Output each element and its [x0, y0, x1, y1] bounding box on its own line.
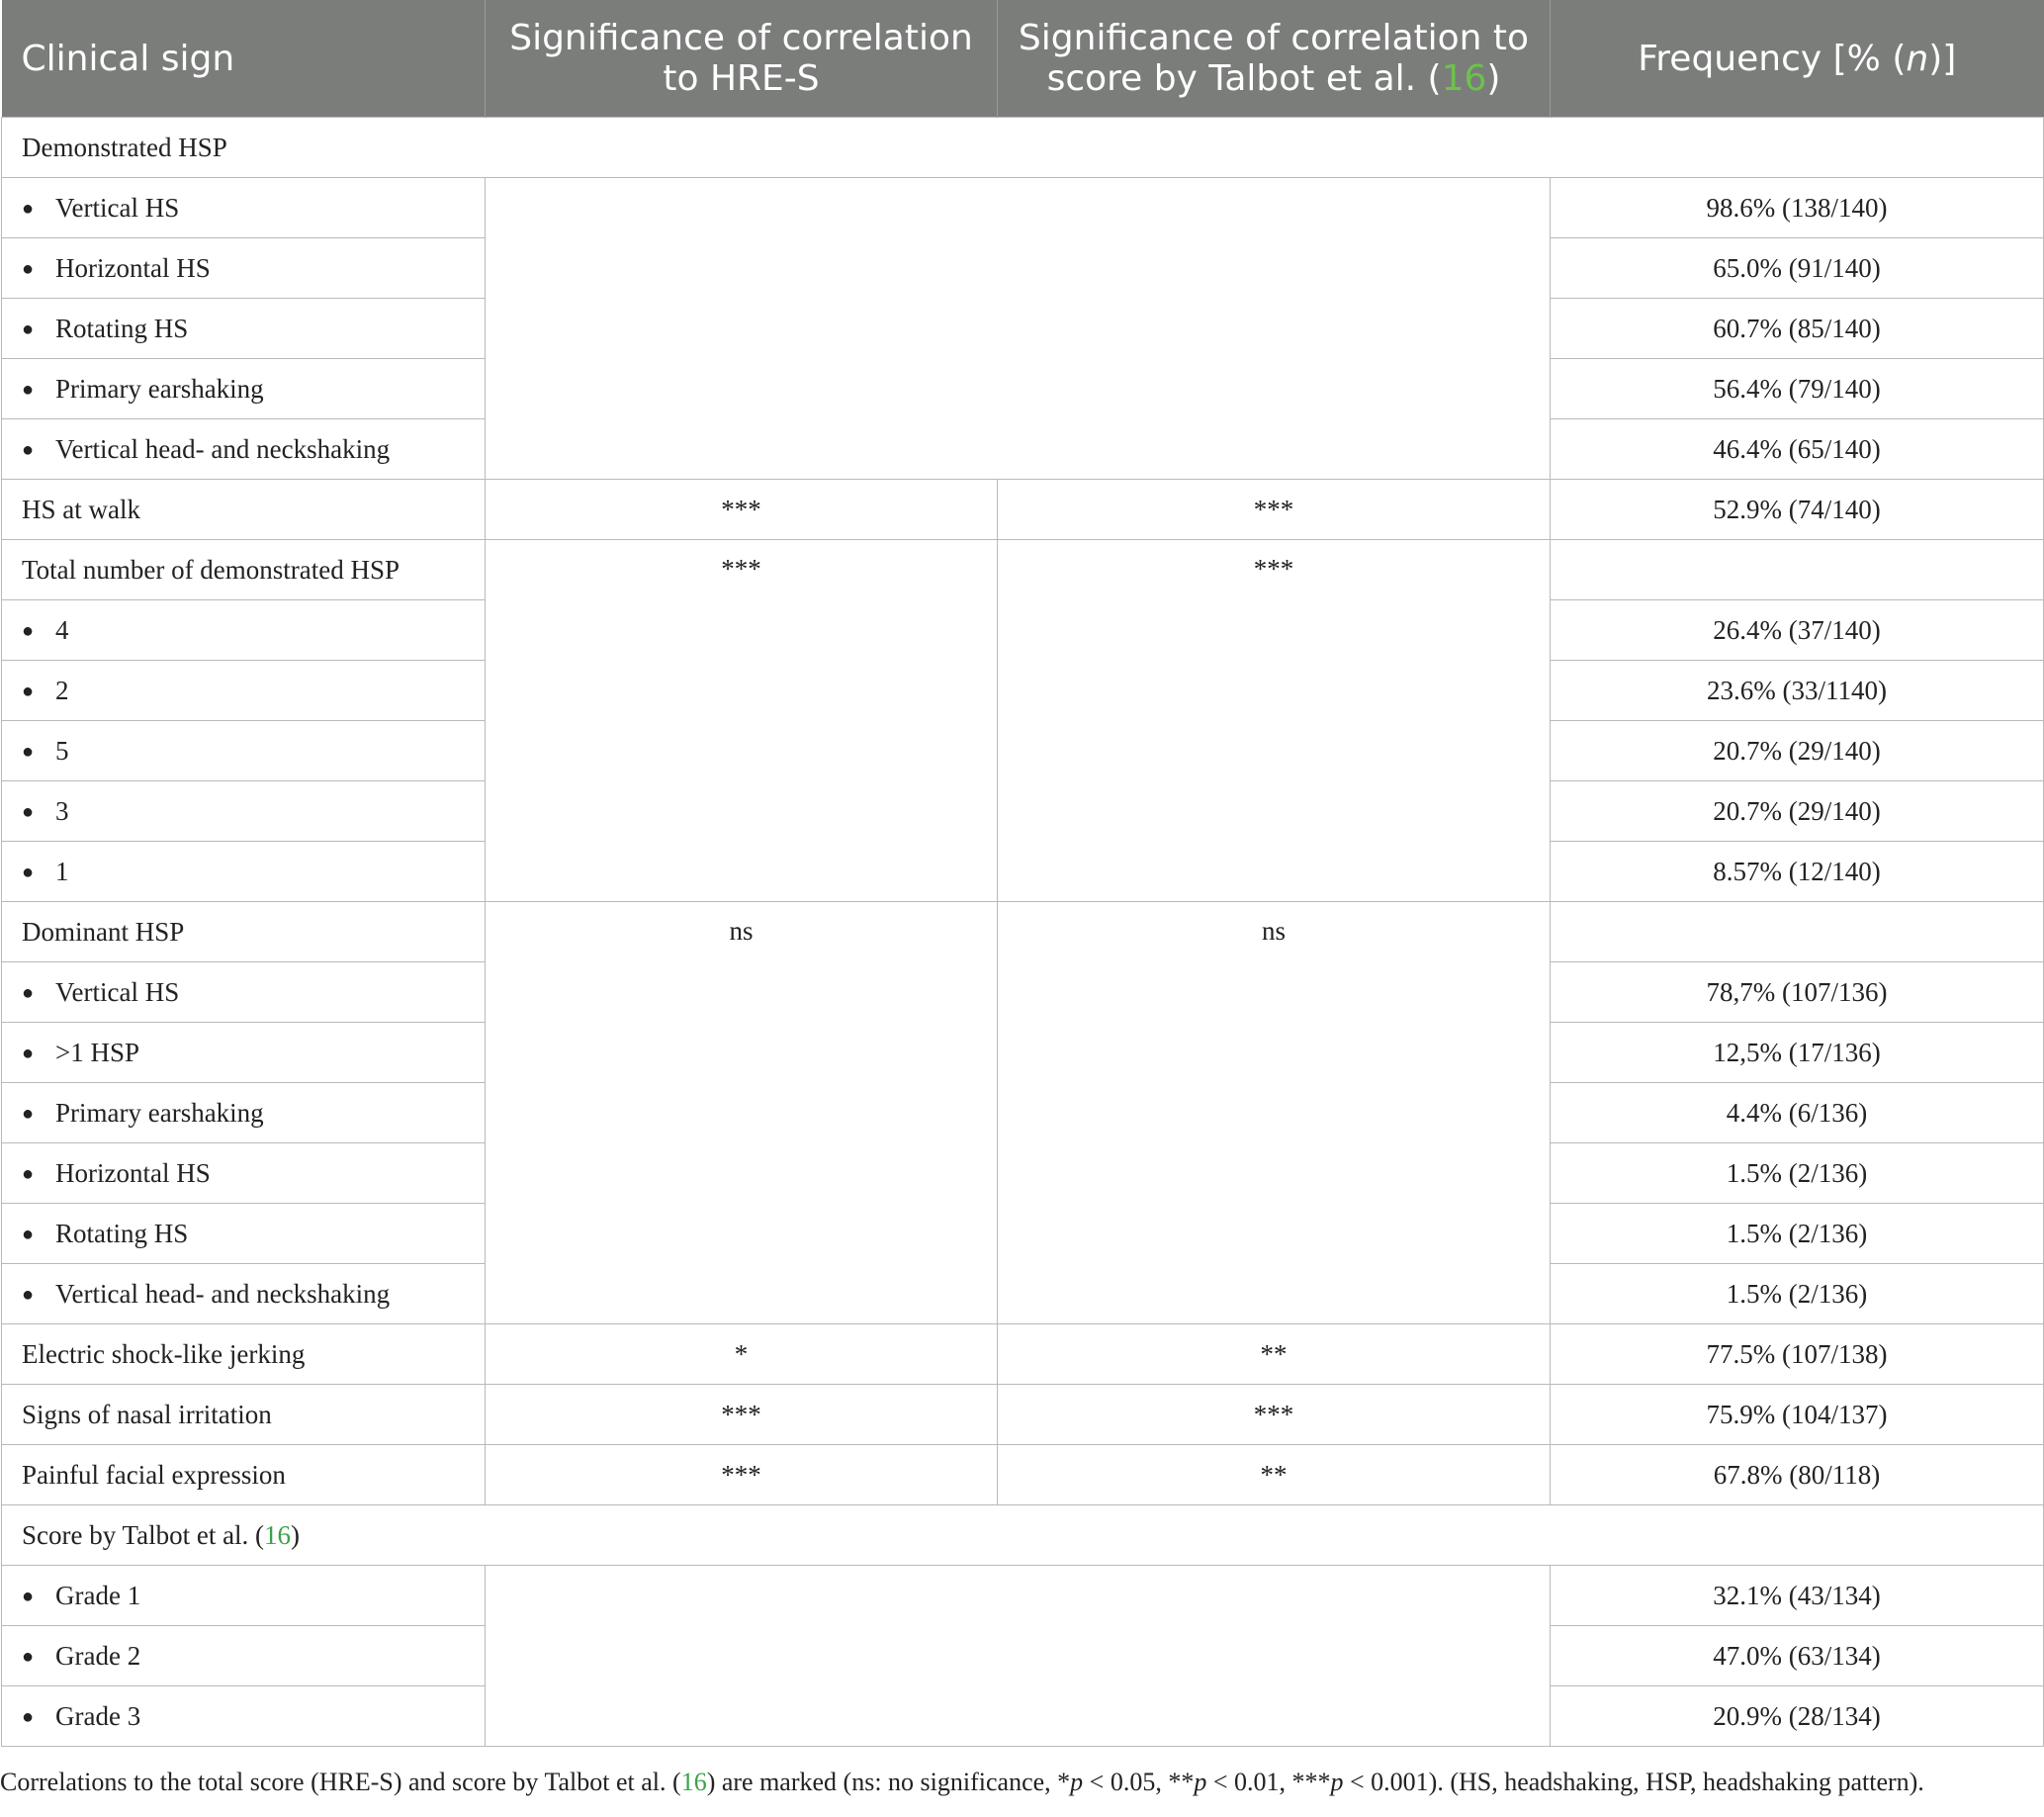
significance-talbot: ***: [998, 480, 1551, 540]
row-label-text: 2: [55, 675, 69, 705]
row-label-text: Vertical HS: [55, 192, 180, 223]
header-frequency-pre: Frequency [% (: [1638, 38, 1907, 79]
table-body: [2, 118, 2044, 1747]
significance-talbot: **: [998, 1324, 1551, 1385]
footnote-p: p: [1070, 1768, 1084, 1796]
bullet-icon: ●: [22, 1162, 35, 1185]
row-label-text: 1: [55, 856, 69, 886]
header-talbot-line2: score by Talbot et al. (: [1046, 58, 1442, 99]
section-label-score-talbot-end: ): [291, 1519, 301, 1550]
row-label-text: Grade 3: [55, 1700, 141, 1731]
row-label-text: 5: [55, 735, 69, 766]
frequency-cell: 23.6% (33/1140): [1551, 661, 2044, 721]
frequency-cell: 4.4% (6/136): [1551, 1083, 2044, 1143]
header-hre-s: [486, 0, 998, 118]
header-talbot: [998, 0, 1551, 118]
row-label-text: Grade 1: [55, 1580, 141, 1610]
row-label-nasal-irritation: Signs of nasal irritation: [2, 1385, 486, 1445]
section-label-score-talbot-text: Score by Talbot et al. (: [22, 1519, 265, 1550]
row-label: [2, 600, 486, 661]
header-talbot-reference-link[interactable]: 16: [1441, 58, 1487, 99]
footnote-p: p: [1194, 1768, 1207, 1796]
bullet-icon: ●: [22, 438, 35, 461]
significance-talbot: ***: [998, 540, 1551, 902]
row-label: [2, 1023, 486, 1083]
table-row: [2, 902, 2044, 962]
bullet-icon: ●: [22, 1283, 35, 1306]
frequency-cell-empty: [1551, 902, 2044, 962]
table-row: [2, 1566, 2044, 1626]
frequency-cell: 56.4% (79/140): [1551, 359, 2044, 419]
frequency-cell: 78,7% (107/136): [1551, 962, 2044, 1023]
table-row: [2, 1445, 2044, 1505]
frequency-cell: 65.0% (91/140): [1551, 238, 2044, 299]
row-label-hs-at-walk: HS at walk: [2, 480, 486, 540]
footnote-reference-link[interactable]: 16: [680, 1768, 707, 1796]
frequency-cell: 20.7% (29/140): [1551, 721, 2044, 781]
bullet-icon: ●: [22, 680, 35, 702]
significance-hre-s: ***: [486, 540, 998, 902]
row-label-text: Primary earshaking: [55, 373, 264, 404]
significance-hre-s: ns: [486, 902, 998, 1324]
table-row: [2, 118, 2044, 178]
footnote-text: < 0.001). (HS, headshaking, HSP, headshaking pattern).: [1343, 1768, 1924, 1796]
bullet-icon: ●: [22, 981, 35, 1004]
significance-hre-s: ***: [486, 1445, 998, 1505]
significance-talbot: ns: [998, 902, 1551, 1324]
frequency-cell: 1.5% (2/136): [1551, 1204, 2044, 1264]
frequency-cell: 12,5% (17/136): [1551, 1023, 2044, 1083]
bullet-icon: ●: [22, 1705, 35, 1728]
footnote-p: p: [1330, 1768, 1344, 1796]
row-label: [2, 299, 486, 359]
frequency-cell: 77.5% (107/138): [1551, 1324, 2044, 1385]
bullet-icon: ●: [22, 740, 35, 763]
row-label: [2, 359, 486, 419]
section-label-score-talbot: [2, 1505, 2044, 1566]
row-label: [2, 1143, 486, 1204]
row-label: [2, 238, 486, 299]
bullet-icon: ●: [22, 1102, 35, 1125]
row-label: [2, 962, 486, 1023]
bullet-icon: ●: [22, 1042, 35, 1064]
row-label-text: Vertical HS: [55, 976, 180, 1007]
footnote-text: ) are marked (ns: no significance, *: [706, 1768, 1071, 1796]
bullet-icon: ●: [22, 619, 35, 642]
frequency-cell: 32.1% (43/134): [1551, 1566, 2044, 1626]
header-frequency-n: n: [1906, 38, 1929, 79]
bullet-icon: ●: [22, 197, 35, 220]
header-talbot-line2-end: ): [1486, 58, 1501, 99]
frequency-cell: 75.9% (104/137): [1551, 1385, 2044, 1445]
row-label-text: Primary earshaking: [55, 1097, 264, 1128]
significance-talbot: ***: [998, 1385, 1551, 1445]
row-label: [2, 661, 486, 721]
talbot-reference-link[interactable]: 16: [264, 1519, 292, 1550]
bullet-icon: ●: [22, 378, 35, 401]
header-frequency: [1551, 0, 2044, 118]
row-label-text: Rotating HS: [55, 313, 189, 343]
row-label: [2, 419, 486, 480]
row-label: [2, 1204, 486, 1264]
row-label-text: Horizontal HS: [55, 1157, 211, 1188]
header-clinical-sign-text: Clinical sign: [21, 38, 235, 79]
row-label-total-number: Total number of demonstrated HSP: [2, 540, 486, 600]
clinical-signs-table: [1, 0, 2044, 1747]
bullet-icon: ●: [22, 257, 35, 280]
row-label: [2, 781, 486, 842]
frequency-cell: 46.4% (65/140): [1551, 419, 2044, 480]
row-label: [2, 178, 486, 238]
row-label-electric-shock: Electric shock-like jerking: [2, 1324, 486, 1385]
row-label-text: 4: [55, 614, 69, 645]
bullet-icon: ●: [22, 1585, 35, 1607]
row-label-text: 3: [55, 795, 69, 826]
row-label: [2, 1264, 486, 1324]
table-row: [2, 1385, 2044, 1445]
frequency-cell: 60.7% (85/140): [1551, 299, 2044, 359]
bullet-icon: ●: [22, 318, 35, 340]
header-talbot-line1: Significance of correlation to: [1018, 18, 1530, 58]
table-row: [2, 1505, 2044, 1566]
table-row: [2, 1324, 2044, 1385]
row-label-text: >1 HSP: [55, 1037, 140, 1067]
row-label-painful-facial: Painful facial expression: [2, 1445, 486, 1505]
significance-talbot: **: [998, 1445, 1551, 1505]
frequency-cell: 52.9% (74/140): [1551, 480, 2044, 540]
significance-hre-s: ***: [486, 1385, 998, 1445]
row-label: [2, 1626, 486, 1686]
frequency-cell: 67.8% (80/118): [1551, 1445, 2044, 1505]
significance-hre-s: ***: [486, 480, 998, 540]
frequency-cell: 26.4% (37/140): [1551, 600, 2044, 661]
row-label: [2, 721, 486, 781]
table-row: [2, 540, 2044, 600]
empty-significance-cell: [486, 1566, 1551, 1747]
frequency-cell: 1.5% (2/136): [1551, 1143, 2044, 1204]
empty-significance-cell: [486, 178, 1551, 480]
frequency-cell: 1.5% (2/136): [1551, 1264, 2044, 1324]
table-row: [2, 480, 2044, 540]
bullet-icon: ●: [22, 1645, 35, 1668]
table-row: [2, 178, 2044, 238]
frequency-cell: 8.57% (12/140): [1551, 842, 2044, 902]
row-label-text: Rotating HS: [55, 1218, 189, 1248]
header-hre-s-line2: to HRE-S: [663, 58, 820, 99]
header-row: [2, 0, 2044, 118]
row-label-dominant-hsp: Dominant HSP: [2, 902, 486, 962]
table-footnote: [0, 1768, 2044, 1797]
header-hre-s-line1: Significance of correlation: [509, 18, 973, 58]
row-label: [2, 1083, 486, 1143]
row-label-text: Grade 2: [55, 1640, 141, 1671]
bullet-icon: ●: [22, 1223, 35, 1245]
footnote-text: Correlations to the total score (HRE-S) and score by Talbot et al. (: [0, 1768, 681, 1796]
footnote-text: < 0.05, **: [1083, 1768, 1195, 1796]
footnote-text: < 0.01, ***: [1206, 1768, 1331, 1796]
header-clinical-sign: [2, 0, 486, 118]
row-label-text: Horizontal HS: [55, 252, 211, 283]
section-label-demonstrated-hsp: Demonstrated HSP: [2, 118, 2044, 178]
significance-hre-s: *: [486, 1324, 998, 1385]
header-frequency-post: )]: [1928, 38, 1957, 79]
bullet-icon: ●: [22, 861, 35, 883]
row-label-text: Vertical head- and neckshaking: [55, 1278, 391, 1309]
frequency-cell: 47.0% (63/134): [1551, 1626, 2044, 1686]
row-label: [2, 1566, 486, 1626]
frequency-cell-empty: [1551, 540, 2044, 600]
frequency-cell: 20.9% (28/134): [1551, 1686, 2044, 1747]
row-label: [2, 1686, 486, 1747]
row-label: [2, 842, 486, 902]
bullet-icon: ●: [22, 800, 35, 823]
row-label-text: Vertical head- and neckshaking: [55, 433, 391, 464]
table-header: [2, 0, 2044, 118]
frequency-cell: 20.7% (29/140): [1551, 781, 2044, 842]
frequency-cell: 98.6% (138/140): [1551, 178, 2044, 238]
